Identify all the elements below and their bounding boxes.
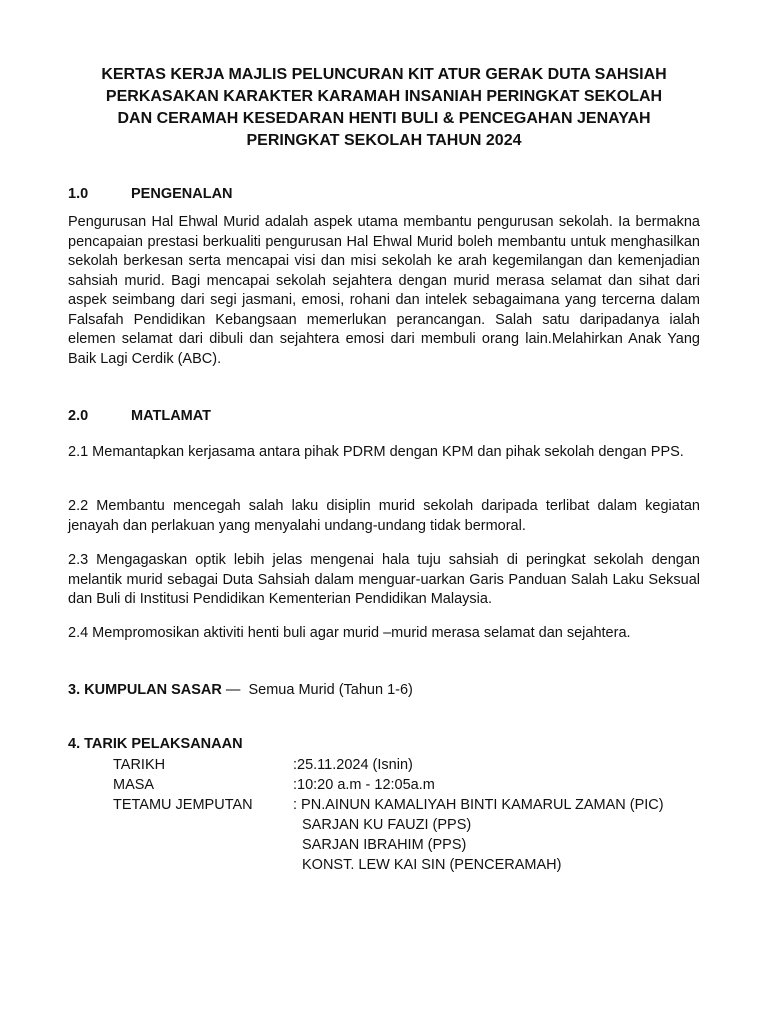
- section-heading-pengenalan: [68, 184, 233, 204]
- guest-name: SARJAN KU FAUZI (PPS): [302, 817, 472, 833]
- kumpulan-sasar-line: [68, 680, 413, 700]
- section-title: 3. KUMPULAN SASAR: [68, 682, 222, 698]
- matlamat-item: 2.4 Mempromosikan aktiviti henti buli agar murid –murid merasa selamat dan sejahtera.: [68, 625, 631, 641]
- section-number: 1.0: [68, 186, 89, 202]
- title-line: PERKASAKAN KARAKTER KARAMAH INSANIAH PERINGKAT SEKOLAH: [105, 88, 663, 105]
- section-heading-tarik: 4. TARIK PELAKSANAAN: [68, 736, 243, 752]
- detail-label-tetamu: TETAMU JEMPUTAN: [113, 797, 253, 813]
- guest-name: SARJAN IBRAHIM (PPS): [302, 837, 467, 853]
- kumpulan-sasar-value: Semua Murid (Tahun 1-6): [248, 682, 413, 698]
- title-line: DAN CERAMAH KESEDARAN HENTI BULI & PENCEGAHAN JENAYAH: [117, 110, 651, 127]
- matlamat-item: 2.1 Memantapkan kerjasama antara pihak PDRM dengan KPM dan pihak sekolah dengan PPS.: [68, 444, 684, 460]
- title-line: KERTAS KERJA MAJLIS PELUNCURAN KIT ATUR GERAK DUTA SAHSIAH: [101, 66, 667, 83]
- section-heading-matlamat: [68, 406, 211, 426]
- section-title: PENGENALAN: [131, 186, 233, 202]
- separator: —: [221, 682, 249, 698]
- section-number: 2.0: [68, 408, 89, 424]
- title-line: PERINGKAT SEKOLAH TAHUN 2024: [246, 132, 522, 149]
- guest-name: KONST. LEW KAI SIN (PENCERAMAH): [302, 857, 562, 873]
- detail-value-masa: :10:20 a.m - 12:05a.m: [293, 777, 435, 793]
- detail-value-tetamu: : PN.AINUN KAMALIYAH BINTI KAMARUL ZAMAN (PIC): [293, 797, 664, 813]
- detail-label-tarikh: TARIKH: [113, 757, 166, 773]
- detail-value-tarikh: :25.11.2024 (Isnin): [293, 757, 413, 773]
- pengenalan-paragraph: Pengurusan Hal Ehwal Murid adalah aspek utama membantu pengurusan sekolah. Ia bermakna pencapaian prestasi berkualiti pengurusan Hal Ehwal Murid boleh membantu untuk menghasilkan sekolah berkesan serta mencapai visi dan misi sekolah ke arah kegemilangan dan kemenjadian sahsiah murid. Bagi mencapai sekolah sejahtera dengan murid merasa selamat dan sihat dari aspek seimbang dari segi jasmani, emosi, rohani dan intelek sebagaimana yang tercerna dalam Falsafah Pendidikan Kebangsaan memerlukan perancangan. Salah satu daripadanya ialah elemen selamat dari dibuli dan sejahtera emosi dari membuli orang lain.Melahirkan Anak Yang Baik Lagi Cerdik (ABC).: [68, 214, 700, 367]
- detail-label-masa: MASA: [113, 777, 155, 793]
- document-title: [60, 64, 708, 152]
- matlamat-item: 2.2 Membantu mencegah salah laku disiplin murid sekolah daripada terlibat dalam kegiatan jenayah dan perlakuan yang menyalahi undang-undang tidak bermoral.: [68, 498, 700, 534]
- matlamat-item: 2.3 Mengagaskan optik lebih jelas mengenai hala tuju sahsiah di peringkat sekolah dengan melantik murid sebagai Duta Sahsiah dalam menguar-uarkan Garis Panduan Salah Laku Seksual dan Buli di Institusi Pendidikan Kementerian Pendidikan Malaysia.: [68, 552, 700, 607]
- section-title: MATLAMAT: [131, 408, 211, 424]
